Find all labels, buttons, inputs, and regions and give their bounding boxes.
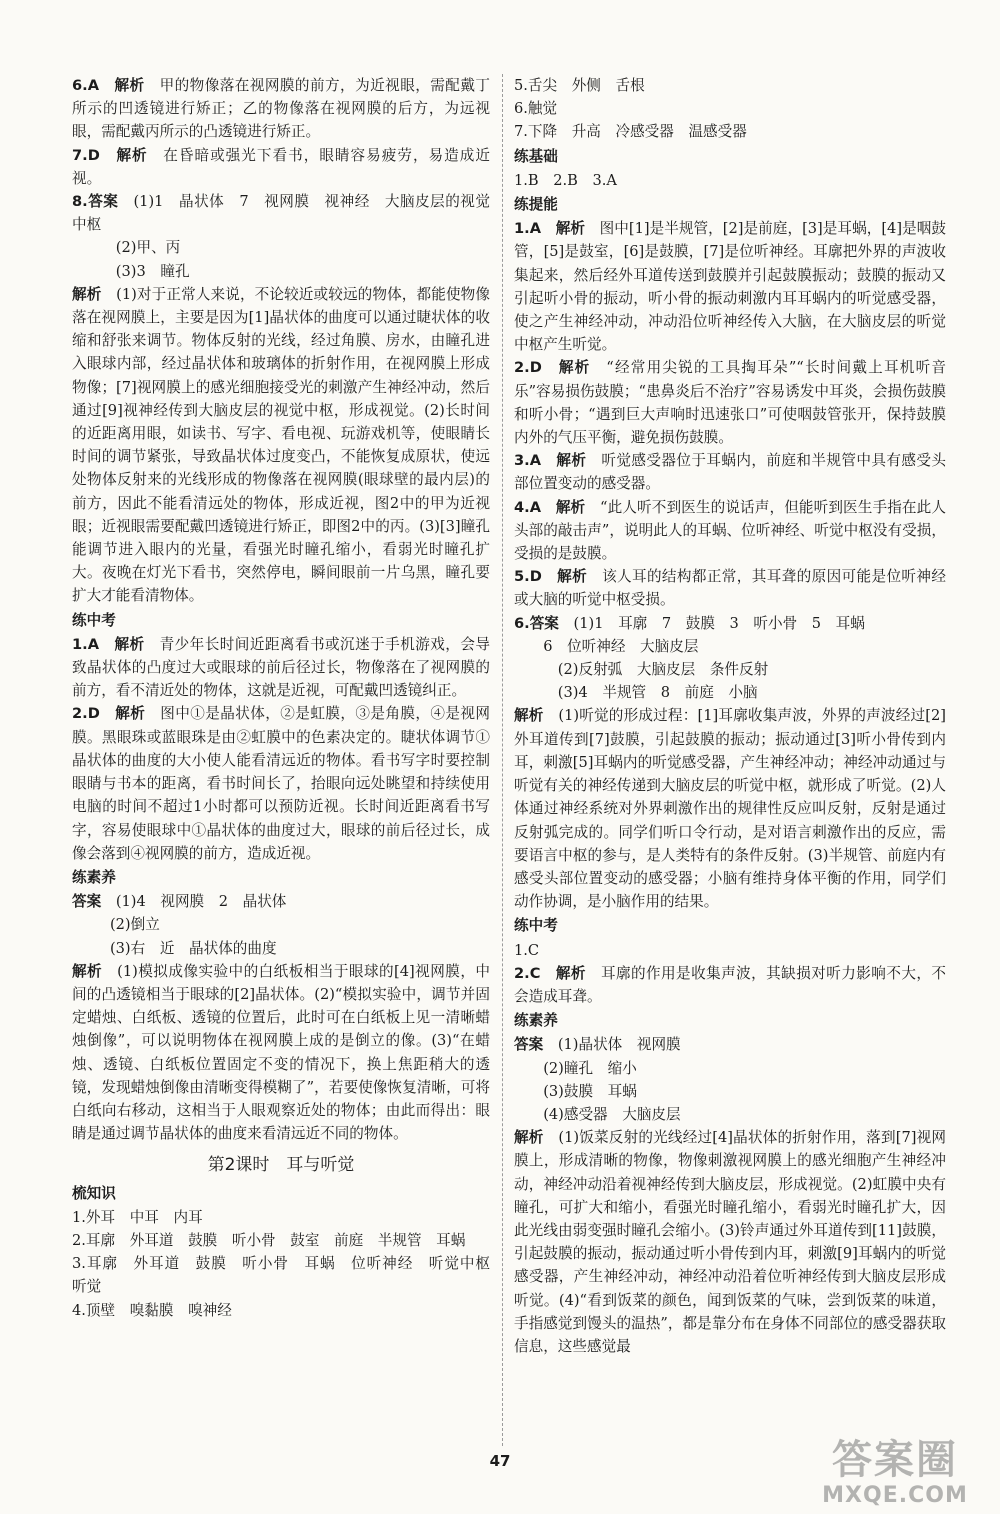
suyang-right-part4: (4)感受器 大脑皮层 [543,1105,681,1123]
suyang-answer-part2: (2)倒立 [109,916,160,934]
tineng-6-explanation: 解析 (1)听觉的形成过程：[1]耳廓收集声波，外界的声波经过[2]外耳道传到[7]鼓膜，引起鼓膜的振动；振动通过[3]听小骨传到内耳，刺激[5]耳蜗内的听觉感受器，产生神经冲动；神经冲动通过与听觉有关的神经传递到大脑皮层的听觉中枢，就形成了听觉。(2)人体通过神经系统对外界刺激作出的规律性反应叫反射，反射是通过反射弧完成的。同学们听口令行动，是对语言刺激作出的反应，需要语言中枢的参与，是人类特有的条件反射。(3)半规管、前庭内有感受头部位置变动的感受器；小脑有维持身体平衡的作用，同学们动作协调，是小脑作用的结果。 [514,707,946,911]
tineng-6-part1b: 6 位听神经 大脑皮层 [543,637,699,655]
zhongkao-right-1: 1.C [514,941,540,959]
knowledge-7: 7.下降 升高 冷感受器 温感受器 [514,123,747,141]
section-heading-zhongkao: 练中考 [72,611,116,629]
section-heading-knowledge: 梳知识 [72,1184,116,1202]
knowledge-1: 1.外耳 中耳 内耳 [72,1208,203,1226]
zhongkao-right-2: 2.C 解析 耳廓的作用是收集声波，其缺损对听力影响不大，不会造成耳聋。 [514,964,946,1005]
tineng-6: 6.答案 (1)1 耳廓 7 鼓膜 3 听小骨 5 耳蜗 [514,614,865,632]
watermark [800,1437,990,1508]
knowledge-2: 2.耳廓 外耳道 鼓膜 听小骨 鼓室 前庭 半规管 耳蜗 [72,1231,466,1249]
knowledge-3: 3.耳廓 外耳道 鼓膜 听小骨 耳蜗 位听神经 听觉中枢 听觉 [72,1255,505,1296]
section-heading-suyang-right: 练素养 [514,1012,558,1030]
watermark-url: MXQE.COM [822,1483,968,1508]
knowledge-6: 6.触觉 [514,100,558,118]
section-heading-basics: 练基础 [514,147,558,165]
section-heading-suyang: 练素养 [72,868,116,886]
watermark-logo: 答案圈 [832,1437,958,1483]
section-heading-tineng: 练提能 [514,196,558,214]
right-column [514,74,946,1358]
left-column [72,74,505,1322]
suyang-right-answer: 答案 (1)晶状体 视网膜 [514,1036,681,1054]
answer-8-explanation: 解析 (1)对于正常人来说，不论较近或较远的物体，都能使物像落在视网膜上，主要是因为[1]晶状体的曲度可以通过睫状体的收缩和舒张来调节。物体反射的光线，经过角膜、房水，由瞳孔进入眼球内部，经过晶状体和玻璃体的折射作用，在视网膜上形成物像；[7]视网膜上的感光细胞接受光的刺激产生神经冲动，然后通过[9]视神经传到大脑皮层的视觉中枢，形成视觉。(2)长时间的近距离用眼，如读书、写字、看电视、玩游戏机等，使眼睛长时间的调节紧张，导致晶状体过度变凸，不能恢复成原状，使远处物体反射来的光线形成的物像落在视网膜(眼球壁的最内层)的前方，因此不能看清远处的物体，形成近视，图2中的甲为近视眼；近视眼需要配戴凹透镜进行矫正，即图2中的丙。(3)[3]瞳孔能调节进入眼内的光量，看强光时瞳孔缩小，看弱光时瞳孔扩大。夜晚在灯光下看书，突然停电，瞬间眼前一片乌黑，瞳孔要扩大才能看清物体。 [72,285,490,605]
tineng-6-part2: (2)反射弧 大脑皮层 条件反射 [557,661,769,679]
answer-8-part2: (2)甲、丙 [115,239,181,257]
zhongkao-1: 1.A 解析 青少年长时间近距离看书或沉迷于手机游戏，会导致晶状体的凸度过大或眼球的前后径过长，物像落在了视网膜的前方，看不清近处的物体，这就是近视，可配戴凹透镜纠正。 [72,635,490,700]
tineng-1: 1.A 解析 图中[1]是半规管，[2]是前庭，[3]是耳蜗，[4]是咽鼓管，[5]是鼓室，[6]是鼓膜，[7]是位听神经。耳廓把外界的声波收集起来，然后经外耳道传送到鼓膜并引起鼓膜振动；鼓膜的振动又引起听小骨的振动，听小骨的振动刺激内耳耳蜗内的听觉感受器，使之产生神经冲动，冲动沿位听神经传入大脑，在大脑皮层的听觉中枢产生听觉。 [514,220,946,354]
tineng-3: 3.A 解析 听觉感受器位于耳蜗内，前庭和半规管中具有感受头部位置变动的感受器。 [514,452,946,493]
page-number: 47 [489,1452,511,1470]
tineng-4: 4.A 解析 “此人听不到医生的说话声，但能听到医生手指在此人头部的敲击声”，说明此人的耳蜗、位听神经、听觉中枢没有受损，受损的是鼓膜。 [514,498,946,563]
answer-6: 6.A 解析 甲的物像落在视网膜的前方，为近视眼，需配戴丁所示的凹透镜进行矫正；乙的物像落在视网膜的后方，为远视眼，需配戴丙所示的凸透镜进行矫正。 [72,77,490,141]
basics-answers: 1.B 2.B 3.A [514,171,617,189]
answer-8: 8.答案 (1)1 晶状体 7 视网膜 视神经 大脑皮层的视觉中枢 [72,193,490,234]
answer-7: 7.D 解析 在昏暗或强光下看书，眼睛容易疲劳，易造成近视。 [72,146,490,187]
tineng-2: 2.D 解析 “经常用尖锐的工具掏耳朵”“长时间戴上耳机听音乐”容易损伤鼓膜；“患鼻炎后不治疗”容易诱发中耳炎，会损伤鼓膜和听小骨；“遇到巨大声响时迅速张口”可使咽鼓管张开，保持鼓膜内外的气压平衡，避免损伤鼓膜。 [514,359,946,447]
zhongkao-2: 2.D 解析 图中①是晶状体，②是虹膜，③是角膜，④是视网膜。黑眼珠或蓝眼珠是由②虹膜中的色素决定的。睫状体调节①晶状体的曲度的大小使人能看清远近的物体。看书写字时要控制眼睛与书本的距离，看书时间长了，抬眼向远处眺望和持续使用电脑的时间不超过1小时都可以预防近视。长时间近距离看书写字，容易使眼球中①晶状体的曲度过大，眼球的前后径过长，成像会落到④视网膜的前方，造成近视。 [72,705,490,862]
tineng-5: 5.D 解析 该人耳的结构都正常，其耳聋的原因可能是位听神经或大脑的听觉中枢受损。 [514,568,946,609]
lesson-title: 第2课时 耳与听觉 [207,1155,355,1176]
suyang-answer-part3: (3)右 近 晶状体的曲度 [109,939,277,957]
knowledge-4: 4.顶壁 嗅黏膜 嗅神经 [72,1301,232,1319]
suyang-answer: 答案 (1)4 视网膜 2 晶状体 [72,893,287,911]
tineng-6-part3: (3)4 半规管 8 前庭 小脑 [557,684,758,702]
suyang-right-part2: (2)瞳孔 缩小 [543,1059,637,1077]
section-heading-zhongkao-right: 练中考 [514,917,558,935]
suyang-explanation: 解析 (1)模拟成像实验中的白纸板相当于眼球的[4]视网膜，中间的凸透镜相当于眼球的[2]晶状体。(2)“模拟实验中，调节并固定蜡烛、白纸板、透镜的位置后，此时可在白纸板上见一清晰蜡烛倒像”，可以说明物体在视网膜上成的是倒立的像。(3)“在蜡烛、透镜、白纸板位置固定不变的情况下，换上焦距稍大的透镜，发现蜡烛倒像由清晰变得模糊了”，若要使像恢复清晰，可将白纸向右移动，这相当于人眼观察近处的物体；由此而得出：眼睛是通过调节晶状体的曲度来看清远近不同的物体。 [72,962,490,1143]
answer-8-part3: (3)3 瞳孔 [115,262,190,280]
suyang-right-part3: (3)鼓膜 耳蜗 [543,1082,637,1100]
suyang-right-explanation: 解析 (1)饭菜反射的光线经过[4]晶状体的折射作用，落到[7]视网膜上，形成清晰的物像，物像刺激视网膜上的感光细胞产生神经冲动，神经冲动沿着视神经传到大脑皮层，形成视觉。(2)虹膜中央有瞳孔，可扩大和缩小，看强光时瞳孔缩小，看弱光时瞳孔扩大，因此光线由弱变强时瞳孔会缩小。(3)铃声通过外耳道传到[11]鼓膜，引起鼓膜的振动，振动通过听小骨传到内耳，刺激[9]耳蜗内的听觉感受器，产生神经冲动，神经冲动沿着位听神经传到大脑皮层形成听觉。(4)“看到饭菜的颜色，闻到饭菜的气味，尝到饭菜的味道，手指感觉到馒头的温热”，都是靠分布在身体不同部位的感受器获取信息，这些感觉最 [514,1129,946,1355]
column-divider [502,74,503,1446]
knowledge-5: 5.舌尖 外侧 舌根 [514,77,645,94]
